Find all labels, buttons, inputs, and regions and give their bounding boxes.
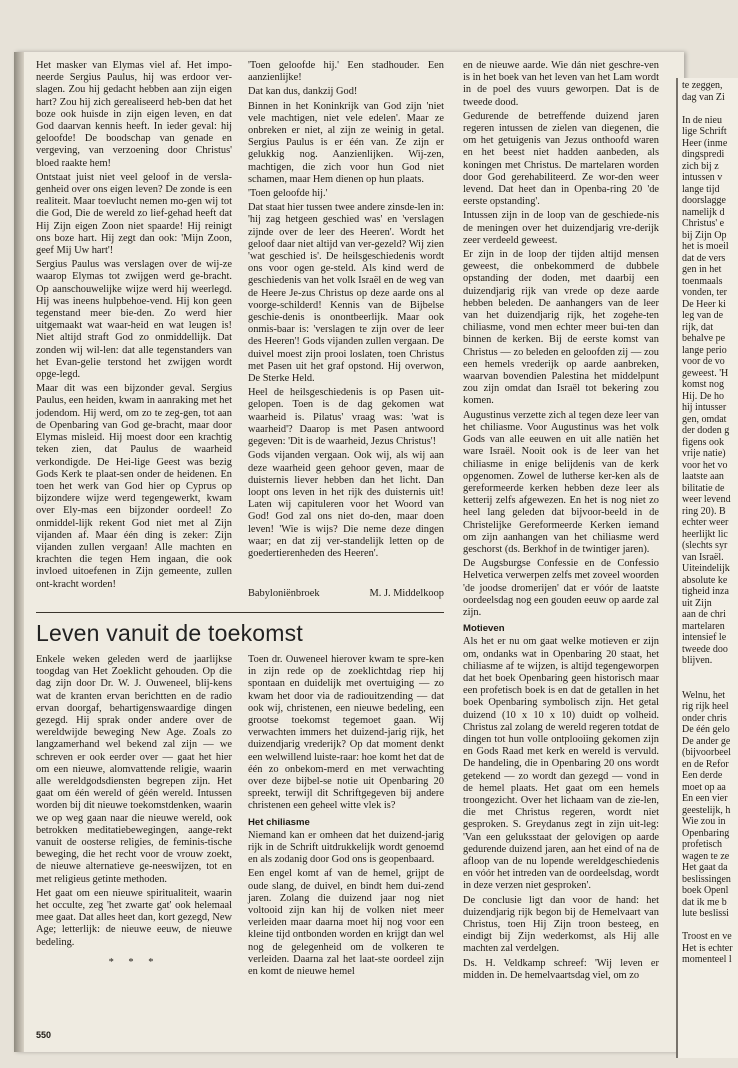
- facing-page-line: lange tijd: [682, 183, 720, 195]
- paragraph: Toen dr. Ouweneel hierover kwam te spre-ken in zijn rede op de zoeklichtdag riep hij spontaan en duidelijk met overtuiging — zo kwam het door via de radiouitzending — dat ook wij, christenen, een nieuwe bedeling, een grootse toekomst tegemoet gaan. Wij verwachten immers het duizend-jarig rijk, het duizendjarig vrederijk? Op dat moment denkt een welwillend luiste-raar: hoe komt het dat de één zo onbekom-merd en met verwachting over deze bijbel-se notie uit Openbaring 20 spreekt, terwijl dit Schriftgegeven bij andere christenen een geheel witte vlek is?: [248, 654, 444, 812]
- facing-page-line: tweede doo: [682, 643, 728, 655]
- facing-page-line: (bijvoorbeel: [682, 747, 731, 758]
- facing-page-line: dat de vers: [682, 252, 726, 264]
- facing-page-line: hij intusser: [682, 402, 727, 413]
- paragraph: 'Toen geloofde hij.': [248, 188, 328, 200]
- paragraph: Heel de heilsgeschiedenis is op Pasen uit-gelopen. Toen is de dag gekomen wat waarheid is. Pilatus' vraag was: 'wat is waarheid'? Daarop is met Pasen antwoord gegeven: 'Dit is de waarheid, Jezus Christus'!: [248, 387, 444, 448]
- facing-page-line: en de Refor: [682, 758, 729, 770]
- facing-page-line: beslissingen: [682, 873, 731, 885]
- section-divider: [36, 612, 444, 613]
- facing-page-fragment: [676, 78, 738, 1058]
- facing-page-line: zich bij z: [682, 160, 719, 172]
- facing-page-line: Uiteindelijk: [682, 563, 730, 574]
- facing-page-line: tigheid inza: [682, 586, 729, 597]
- paragraph: Augustinus verzette zich al tegen deze leer van het chiliasme. Voor Augustinus was het volk Gods van alle eeuwen en uit alle natiën het ware Israël. Nooit ook is de leer van het chiliasme in enige belijdenis van de kerk opgenomen. Zowel de lutherse ker-ken als de gereformeerde kerken hebben deze leer als ketterij zelfs afgewezen. En het is nog niet zo heel lang geleden dat bijvoor-beeld in de Christelijke Gereformeerde Kerken iemand om zijn aanhangen van het chiliasme werd geschorst (ds. Berkhof in de twintiger jaren).: [463, 409, 659, 555]
- paragraph: 'Toen geloofde hij.' Een stadhouder. Een aanzienlijke!: [248, 60, 444, 84]
- facing-page-line: aan de chri: [682, 609, 726, 620]
- facing-page-line: momenteel l: [682, 954, 732, 965]
- paragraph: Ds. H. Veldkamp schreef: 'Wij leven er midden in. De hemelvaartsdag viel, om zo: [463, 957, 659, 981]
- facing-page-line: dag van Zi: [682, 91, 725, 103]
- paragraph: Sergius Paulus was verslagen over de wij-ze waarop Elymas tot zwijgen werd ge-bracht. Op aanschouwelijke wijze werd hij weerlegd. Hij was ineens hulpbehoe-vend. Hij kon geen tegenstand meer bie-den. Zo werd hier uitgemaakt wat waar-heid en wat leugen is! Niet altijd straft God zo onmiddellijk. Dat zonden wij wil-len: dat alle tegenstanders van het Evan-gelie terstond het zwijgen wordt opge-legd.: [36, 259, 232, 381]
- facing-page-line: rig rijk heel: [682, 701, 729, 712]
- article2-column-3: [463, 60, 659, 984]
- facing-page-line: van Israël.: [682, 551, 724, 563]
- paragraph: Dat staat hier tussen twee andere zinsde-len in: 'hij zag hetgeen geschied was' en 'verslagen zijnde over de leer des Heeren'. Wordt het geloof daar niet altijd van ver-gezeld? Wij zien 'wat geschied is'. De heilsgeschiedenis wordt ons voor ogen ge-steld. Als kind werd de geschiedenis van het volk Israël en de weg van de Heere Je-zus Christus op deze aarde ons al voorge-schilderd! Kennis van de Bijbelse geschie-denis is onontbeerlijk. Maar ook onmis-baar is: 'verslagen te zijn over de leer des Heeren'! Gods vijanden zullen vergaan. De duivel moest zijn prooi loslaten, toen Christus met Pasen uit het graf opstond. Hij overwon, De Sterke Held.: [248, 202, 444, 385]
- facing-page-line: dat ik me b: [682, 896, 727, 908]
- facing-page-line: Een derde: [682, 770, 723, 781]
- signature-author: M. J. Middelkoop: [369, 588, 444, 599]
- facing-page-line: (slechts syr: [682, 540, 728, 551]
- facing-page-line: weer levend: [682, 494, 731, 505]
- facing-page-line: uit Zijn: [682, 597, 712, 609]
- facing-page-line: doorslagge: [682, 195, 726, 206]
- paragraph: Maar dit was een bijzonder geval. Sergius Paulus, een heiden, kwam in aanraking met het jodendom. Hij werd, om zo te zeg-gen, tot aan de Openbaring van God ge-bracht, maar door Elymas misleid. Hij moest door een krachtig teken zien, dat Paulus de waarheid verkondigde. De Hei-lige Geest was bezig Gods Kerk te plaat-sen onder de heidenen. En toen het werk van God hier op Cyprus op bijzondere wijze werd tegengewerkt, kwam over Ely-mas een bijzonder oordeel! Zo onmiddel-lijk rekent God niet met al Zijn vijanden af. Maar één ding is zeker: Zijn vijanden zullen vergaan! Alle machten en krachten die tegen Hem ingaan, die ook invloed uitoefenen in Zijn gemeente, zullen ont-kracht worden!: [36, 383, 232, 590]
- signature-place: Babyloniënbroek: [248, 588, 320, 599]
- facing-page-line: intensief le: [682, 632, 727, 643]
- facing-page-line: namelijk d: [682, 206, 725, 218]
- facing-page-line: dingspredi: [682, 149, 725, 160]
- facing-page-line: absolute ke: [682, 574, 728, 586]
- paragraph: De Augsburgse Confessie en de Confessio Helvetica verwerpen zelfs met zoveel woorden 'de joodse dromerijen' dat er vóór de laatste oordeelsdag nog een gouden eeuw op aarde zal zijn.: [463, 558, 659, 618]
- paragraph: De conclusie ligt dan voor de hand: het duizendjarig rijk begon bij de Hemelvaart van Christus, toen Hij Zijn troon besteeg, en eindigt bij Zijn wederkomst, als Hij alle machten zal verdelgen.: [463, 894, 659, 955]
- facing-page-line: moet op aa: [682, 781, 726, 793]
- facing-page-line: lange perio: [682, 344, 727, 356]
- facing-page-line: onder chris: [682, 712, 727, 724]
- facing-page-line: lige Schrift: [682, 126, 727, 137]
- facing-page-line: Heer (inme: [682, 137, 728, 149]
- facing-page-line: figens ook: [682, 436, 724, 448]
- facing-page-line: laatste aan: [682, 471, 724, 482]
- facing-page-line: geweest. 'H: [682, 367, 729, 379]
- paragraph: Het masker van Elymas viel af. Het impo-neerde Sergius Paulus, hij was erdoor ver-slagen. Zou hij gedacht hebben aan zijn eigen hart? Zou hij zich gerealiseerd heb-ben dat het boze ook huisde in zijn eigen leven, en dat God daarvan kennis heeft. In ieder geval: hij geloofde! De boodschap van genade en vergeving, van verzoening door Christus' bloed raakte hem!: [36, 60, 232, 169]
- article1-column-2: [248, 60, 444, 562]
- facing-page-line: ring 20). B: [682, 505, 726, 517]
- facing-page-line: profetisch: [682, 839, 722, 850]
- facing-page-line: Troost en ve: [682, 931, 732, 942]
- facing-page-line: behalve pe: [682, 333, 726, 344]
- subheading-chiliasme: Het chiliasme: [248, 816, 310, 828]
- facing-page-line: De ander ge: [682, 735, 731, 747]
- paragraph: Er zijn in de loop der tijden altijd mensen geweest, die onbekommerd de dubbele opstanding der doden, met daarbij een duizendjarig rijk van vrede op deze aarde hebben beleden. De aanhangers van de leer van het duizendjarig rijk, het zogehe-ten chiliasme, vond men echter meer bui-ten dan binnen de kerken. Bij de eerste komst van Christus — zo beleden en geloofden zij — zou een hemels vrederijk op aarde aanbreken, waarvan bovendien Palestina het middelpunt zou zijn omdat dan Israël tot bekering zou komen.: [463, 249, 659, 407]
- facing-page-line: De Heer ki: [682, 298, 726, 310]
- paragraph: Niemand kan er omheen dat het duizend-jarig rijk in de Schrift uitdrukkelijk wordt genoemd en als zodanig door God ons is geopenbaard.: [248, 829, 444, 866]
- facing-page-line: blijven.: [682, 655, 713, 666]
- facing-page-line: Het gaat da: [682, 862, 728, 873]
- article2-column-2: [248, 654, 444, 980]
- facing-page-line: toenmaals: [682, 275, 723, 287]
- section-break-stars: * * *: [108, 956, 160, 968]
- article1-signature: [248, 588, 444, 599]
- facing-page-line: echter weer: [682, 517, 729, 528]
- paragraph: Het gaat om een nieuwe spiritualiteit, waarin het occulte, zeg 'het zwarte gat' ook helemaal mee gaat. Dat alles heet dan, kort gezegd, New Age; letterlijk: de nieuwe eeuw, de nieuwe bedeling.: [36, 887, 232, 948]
- facing-page-line: gen in het: [682, 264, 722, 275]
- facing-page-line: te zeggen,: [682, 80, 723, 91]
- facing-page-line: Christus' e: [682, 218, 725, 229]
- facing-page-line: martelaren: [682, 620, 725, 632]
- facing-page-line: het is moeil: [682, 241, 729, 252]
- paragraph: Een engel komt af van de hemel, grijpt de oude slang, de duivel, en bindt hem dui-zend jaren. Zolang die duizend jaar nog niet voltooid zijn kan hij de volken niet meer verleiden maar daarna moet hij nog voor een kleine tijd ontbonden worden en krijgt dan wel nog de gelegenheid om de volkeren te verleiden. Daarna zal het laat-ste oordeel zijn en komt de nieuwe hemel: [248, 868, 444, 978]
- facing-page-line: der doden g: [682, 425, 730, 436]
- facing-page-line: heerlijkt lic: [682, 528, 728, 540]
- facing-page-line: intussen v: [682, 172, 723, 183]
- magazine-page: [14, 52, 684, 1052]
- facing-page-line: bij Zijn Op: [682, 229, 727, 241]
- paragraph: Als het er nu om gaat welke motieven er zijn om, ondanks wat in Openbaring 20 staat, het chiliasme af te wijzen, is altijd tegengeworpen dat het boek Openbaring geen historisch maar een profetisch boek is en dat de getallen in het boek Openbaring symbolisch zijn. Het getal duizend (10 x 10 x 10) duidt op volheid. Christus zal zolang de wereld regeren totdat de dingen tot hun volle ontplooiing gekomen zijn en Gods Raad met kerk en wereld is vervuld. De handeling, die in Openbaring 20 ons wordt getekend — zo wordt dan gezegd — vond in de hemel plaats. Het gaat om een hemels troongezicht. Over het lichaam van de zie-len, die met Christus regeren, wordt niet gesproken. S. Greydanus zegt in zijn uit-leg: 'Van een geluksstaat der gelovigen op aarde gedurende duizend jaren, aan het eind of na de afloop van de nu lopende wereldgeschiedenis en vóór het intreden van de oordeelsdag, wordt in deze verzen niet gesproken'.: [463, 636, 659, 892]
- facing-page-line: Het is echter: [682, 942, 733, 954]
- facing-page-line: lute beslissi: [682, 908, 729, 919]
- paragraph: Intussen zijn in de loop van de geschiede-nis de meningen over het duizendjarig vre-derijk zeer verdeeld geweest.: [463, 210, 659, 246]
- facing-page-line: Wie zou in: [682, 816, 726, 827]
- facing-page-line: In de nieu: [682, 114, 722, 126]
- facing-page-line: Hij. De ho: [682, 390, 724, 402]
- subheading-motieven: Motieven: [463, 623, 505, 635]
- facing-page-line: vrije natie): [682, 448, 726, 459]
- facing-page-line: komst nog: [682, 379, 724, 390]
- facing-page-line: gen, omdat: [682, 413, 727, 425]
- facing-page-line: Openbaring: [682, 827, 730, 839]
- facing-page-line: leg van de: [682, 310, 724, 321]
- facing-page-line: wagen te ze: [682, 850, 730, 862]
- facing-page-line: bilitatie de: [682, 482, 725, 494]
- paragraph: Gods vijanden vergaan. Ook wij, als wij aan deze waarheid geen gehoor geven, maar de duisternis liever hebben dan het licht. Dan loopt ons leven in het rijk des duisternis uit! Laten wij capituleren voor het Woord van God! God zal ons niet do-den, maar doen leven! 'Wie is wijs? Die neme deze dingen waar; en dat zij ver-standelijk letten op de goedertierenheden des Heeren'.: [248, 450, 444, 559]
- facing-page-line: boek Openl: [682, 885, 729, 896]
- article2-headline: Leven vanuit de toekomst: [36, 620, 303, 646]
- paragraph: Ontstaat juist niet veel geloof in de versla-genheid over ons eigen leven? De zonde is een realiteit. Maar toevlucht nemen mo-gen wij tot die God, Die de wereld zo lief-gehad heeft dat Hij Zijn eigen Zoon niet spaarde! Hij reinigt ons boze hart. Hij zegt dan ook: 'Mijn Zoon, geef Mij Uw hart'!: [36, 171, 232, 257]
- facing-page-line: rijk, dat: [682, 321, 714, 333]
- paragraph: Gedurende de betreffende duizend jaren regeren intussen de zielen van diegenen, die om het getuigenis van Jezus onthoofd waren en het beest niet hadden aanbeden, als koningen met Christus. De martelaren worden door God gerehabiliteerd. Ze wor-den weer levend. Dat heet dan in Openba-ring 20 'de eerste opstanding'.: [463, 110, 659, 208]
- facing-page-line: Welnu, het: [682, 689, 726, 701]
- paragraph: Binnen in het Koninkrijk van God zijn 'niet vele machtigen, niet vele edelen'. Maar ze onbreken er niet, al zijn ze weinig in getal. Sergius Paulus is er één van. Ze zijn er gelukkig nog. Aanzienlijken. Wij-zen, machtigen, die zich voor hun God niet schamen, maar Hem dienen op hun plaats.: [248, 100, 444, 185]
- facing-page-line: voor het vo: [682, 459, 728, 471]
- facing-page-line: De één gelo: [682, 724, 730, 735]
- article1-column-1: [36, 60, 232, 593]
- facing-page-line: En een vier: [682, 793, 728, 804]
- page-number: 550: [36, 1030, 52, 1040]
- facing-page-line: voor de vo: [682, 356, 725, 367]
- facing-page-line: geestelijk, h: [682, 804, 731, 816]
- paragraph: Dat kan dus, dankzij God!: [248, 86, 358, 98]
- facing-page-line: vonden, ter: [682, 287, 727, 298]
- paragraph: en de nieuwe aarde. Wie dán niet geschre-ven is in het boek van het leven van het Lam wordt in de poel des vuurs geworpen. Dat is de tweede dood.: [463, 60, 659, 108]
- paragraph: Enkele weken geleden werd de jaarlijkse toogdag van Het Zoeklicht gehouden. Op die dag zijn door Dr. W. J. Ouweneel, blij-kens wat de kranten ervan berichtten en de radio ervan doorgaf, behartigenswaardige dingen gezegd. Hij sprak onder andere over de wereldwijde beweging New Age. Zoals zo langzamerhand wel bekend zal zijn — we schreven er ook eerder over — gaat het hier om een nieuwe, alomvattende religie, waarin alle wereldgodsdiensten begrepen zijn. Het gaat om één wereld of géén wereld. Intussen worden bij dit nieuwe toekomstdenken, waarin we op weg gaan naar die nieuwe wereld, ook betrokken meditatiebewegingen, aange-rekt vanuit de oosterse religies, de feminis-tische beweging, die het recht voor de vrouw zoekt, de nieuwe alternatieve ge-neeswijzen, tot en met religieus getinte methoden.: [36, 654, 232, 885]
- article2-column-1: [36, 654, 232, 969]
